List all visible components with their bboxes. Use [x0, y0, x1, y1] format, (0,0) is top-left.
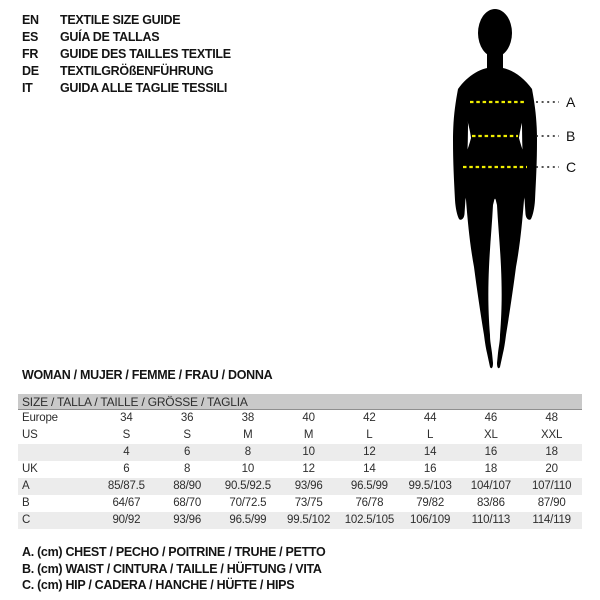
table-row — [18, 427, 582, 444]
size-value-cell: 106/109 — [410, 514, 451, 526]
language-code: DE — [22, 63, 39, 78]
silhouette-right-arm — [522, 89, 537, 220]
silhouette-body — [458, 67, 532, 368]
size-value-cell: 34 — [120, 412, 133, 425]
size-value-cell: 48 — [545, 412, 558, 425]
language-row — [22, 45, 231, 62]
size-value-cell: 14 — [363, 463, 376, 475]
size-value-cell: 12 — [302, 463, 315, 475]
size-table — [18, 394, 582, 529]
size-value-cell: 107/110 — [531, 480, 572, 492]
size-value-cell: 38 — [241, 412, 255, 425]
size-value-cell: 88/90 — [173, 480, 202, 492]
language-code: ES — [22, 29, 39, 44]
size-value-cell: 93/96 — [294, 480, 323, 492]
measurement-note: A. (cm) CHEST / PECHO / POITRINE / TRUHE / PETTO — [22, 545, 326, 559]
language-row — [22, 11, 231, 28]
row-label: Europe — [22, 412, 58, 425]
language-code: EN — [22, 12, 39, 27]
size-value-cell: 6 — [184, 446, 191, 458]
table-row — [18, 495, 582, 512]
language-row — [22, 62, 231, 79]
size-value-cell: 79/82 — [416, 497, 445, 509]
size-value-cell: 90/92 — [112, 514, 141, 526]
language-code: IT — [22, 80, 33, 95]
size-value-cell: 64/67 — [112, 497, 141, 509]
marker-b-label: B — [566, 128, 576, 144]
size-value-cell: 104/107 — [470, 480, 511, 492]
language-label: TEXTILGRÖßENFÜHRUNG — [60, 63, 214, 78]
size-value-cell: 16 — [484, 446, 498, 458]
size-value-cell: 110/113 — [471, 514, 511, 526]
size-value-cell: 96.5/99 — [229, 514, 267, 526]
size-value-cell: 73/75 — [294, 497, 323, 509]
language-label: TEXTILE SIZE GUIDE — [60, 12, 181, 27]
size-value-cell: 8 — [184, 463, 191, 475]
size-value-cell: 16 — [423, 463, 437, 475]
measurement-note: C. (cm) HIP / CADERA / HANCHE / HÜFTE / HIPS — [22, 578, 295, 592]
size-value-cell: 10 — [241, 463, 255, 475]
size-value-cell: XXL — [541, 429, 563, 441]
size-value-cell: 76/78 — [355, 497, 384, 509]
table-row — [18, 444, 582, 461]
silhouette-left-arm — [453, 89, 468, 220]
size-value-cell: S — [183, 429, 191, 441]
language-row — [22, 28, 231, 45]
size-value-cell: S — [122, 429, 131, 441]
woman-silhouette-icon — [440, 5, 600, 375]
size-value-cell: 90.5/92.5 — [224, 480, 271, 492]
size-value-cell: 99.5/103 — [408, 480, 452, 492]
size-value-cell: 10 — [302, 446, 315, 458]
size-value-cell: 42 — [363, 412, 376, 425]
size-value-cell: 114/119 — [532, 514, 571, 526]
row-label: B — [22, 497, 30, 509]
row-label: A — [22, 480, 30, 492]
size-value-cell: 18 — [484, 463, 498, 475]
size-value-cell: 83/86 — [476, 497, 505, 509]
size-value-cell: 8 — [244, 446, 251, 458]
size-value-cell: 46 — [484, 412, 498, 425]
size-value-cell: 93/96 — [173, 514, 202, 526]
language-list — [22, 11, 231, 96]
table-row — [18, 461, 582, 478]
size-value-cell: 44 — [423, 412, 437, 425]
table-header: SIZE / TALLA / TAILLE / GRÖSSE / TAGLIA — [18, 394, 582, 410]
size-value-cell: M — [303, 429, 314, 441]
language-code: FR — [22, 46, 39, 61]
size-value-cell: M — [243, 429, 253, 441]
marker-c-label: C — [566, 159, 577, 175]
table-header-row — [18, 394, 582, 410]
size-value-cell: 4 — [123, 446, 130, 458]
size-value-cell: 18 — [545, 446, 558, 458]
size-value-cell: 14 — [423, 446, 437, 458]
size-value-cell: 68/70 — [173, 497, 202, 509]
table-row — [18, 512, 582, 529]
measurement-notes — [22, 545, 325, 595]
row-label: US — [22, 429, 38, 441]
size-value-cell: 70/72.5 — [229, 497, 267, 509]
row-label: C — [22, 514, 31, 526]
section-title: WOMAN / MUJER / FEMME / FRAU / DONNA — [22, 368, 273, 382]
size-value-cell: L — [427, 429, 434, 441]
size-value-cell: 102.5/105 — [344, 514, 395, 526]
size-value-cell: L — [366, 429, 373, 441]
size-value-cell: 96.5/99 — [350, 480, 388, 492]
size-value-cell: 6 — [123, 463, 130, 475]
size-value-cell: 12 — [363, 446, 376, 458]
size-value-cell: 36 — [180, 412, 194, 425]
size-value-cell: 87/90 — [537, 497, 566, 509]
size-value-cell: 99.5/102 — [287, 514, 331, 526]
table-row — [18, 478, 582, 495]
size-value-cell: 20 — [545, 463, 558, 475]
language-label: GUÍA DE TALLAS — [60, 29, 160, 44]
language-row — [22, 79, 231, 96]
language-label: GUIDA ALLE TAGLIE TESSILI — [60, 80, 228, 95]
row-label: UK — [22, 463, 38, 475]
size-value-cell: 40 — [302, 412, 315, 425]
marker-a-label: A — [566, 94, 576, 110]
size-value-cell: 85/87.5 — [107, 480, 145, 492]
language-label: GUIDE DES TAILLES TEXTILE — [60, 46, 231, 61]
figure-region — [440, 5, 600, 375]
measurement-note: B. (cm) WAIST / CINTURA / TAILLE / HÜFTUNG / VITA — [22, 561, 322, 576]
table-row — [18, 410, 582, 427]
row-label — [18, 444, 96, 461]
size-value-cell: XL — [484, 429, 498, 441]
size-table-body — [18, 410, 582, 529]
